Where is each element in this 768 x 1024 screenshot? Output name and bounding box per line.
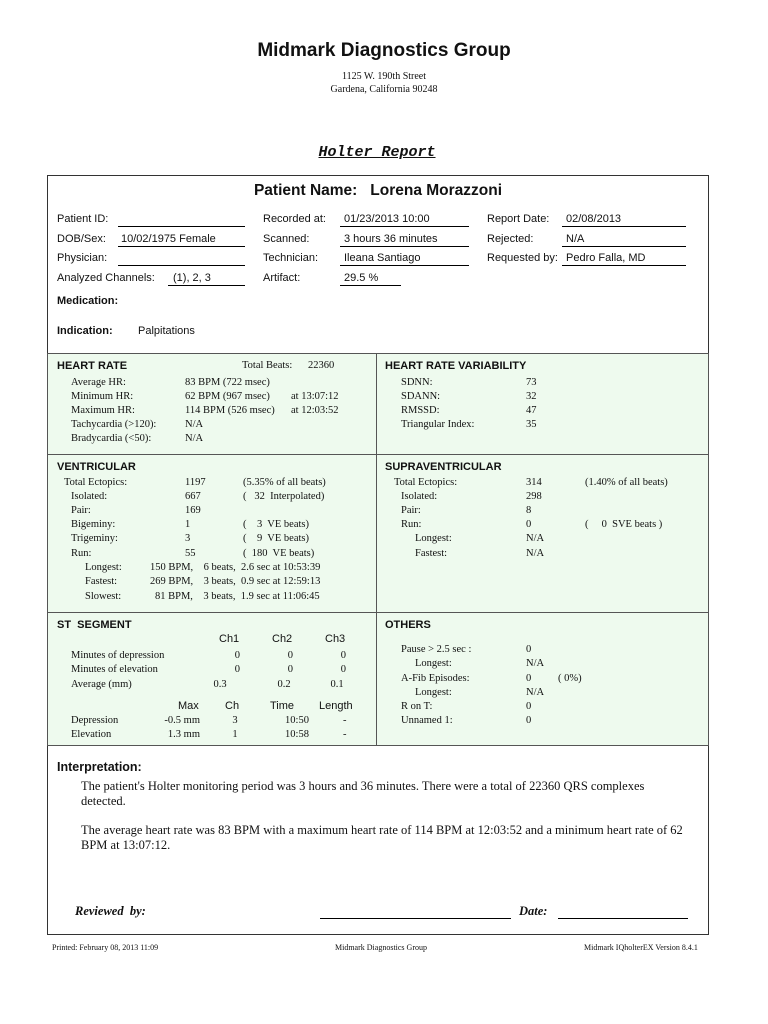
scanned-line (340, 246, 469, 247)
artifact-value: 29.5 % (344, 272, 379, 284)
others-row-note: ( 0%) (558, 673, 582, 684)
total-beats-label: Total Beats: (242, 360, 293, 371)
patient-id-label: Patient ID: (57, 213, 109, 225)
st-detail-max: -0.5 mm (164, 715, 200, 726)
st-channel-header: Ch2 (272, 633, 293, 645)
sve-row-value: 314 (526, 477, 542, 488)
reviewed-by-line[interactable] (320, 918, 511, 919)
sve-row-value: 0 (526, 519, 532, 530)
heart-rate-title: HEART RATE (57, 360, 128, 372)
others-row-label: A-Fib Episodes: (401, 673, 470, 684)
report-date-line (562, 226, 686, 227)
hrv-row-value: 35 (526, 419, 537, 430)
technician-label: Technician: (263, 252, 319, 264)
dob-line (118, 246, 245, 247)
hr-row-extra: at 12:03:52 (291, 405, 339, 416)
ve-row-note: ( 9 VE beats) (243, 533, 309, 544)
others-row-value: N/A (526, 658, 545, 669)
sve-row-note: (1.40% of all beats) (585, 477, 668, 488)
report-date-value: 02/08/2013 (566, 213, 622, 225)
reviewed-by-label: Reviewed by: (75, 904, 146, 918)
hr-row-value: 62 BPM (967 msec) (185, 391, 270, 402)
rejected-value: N/A (566, 233, 585, 245)
ve-run-label: Fastest: (85, 576, 118, 587)
footer-center: Midmark Diagnostics Group (335, 943, 427, 952)
hrv-row-value: 73 (526, 377, 537, 388)
st-row-value: 0.2 (277, 679, 291, 690)
ve-row-value: 1 (185, 519, 191, 530)
st-row-label: Minutes of depression (71, 650, 165, 661)
scanned-value: 3 hours 36 minutes (344, 233, 438, 245)
ve-row-label: Run: (71, 548, 92, 559)
st-detail-header: Max (178, 700, 199, 712)
st-detail-time: 10:50 (285, 715, 309, 726)
ve-run-label: Slowest: (85, 591, 122, 602)
st-channel-header: Ch1 (219, 633, 240, 645)
others-row-label: Pause > 2.5 sec : (401, 644, 472, 655)
st-segment-title: ST SEGMENT (57, 619, 132, 631)
sve-row-label: Isolated: (401, 491, 438, 502)
hrv-row-label: RMSSD: (401, 405, 440, 416)
st-channel-header: Ch3 (325, 633, 346, 645)
channels-line (168, 285, 245, 286)
org-address-line1: 1125 W. 190th Street (341, 71, 427, 82)
supraventricular-title: SUPRAVENTRICULAR (385, 461, 502, 473)
ve-row-value: 3 (185, 533, 191, 544)
st-row-value: 0 (340, 650, 346, 661)
dob-value: 10/02/1975 Female (121, 233, 216, 245)
st-detail-time: 10:58 (285, 729, 309, 740)
footer-printed: Printed: February 08, 2013 11:09 (52, 943, 159, 952)
ve-row-value: 667 (185, 491, 201, 502)
ve-row-value: 55 (185, 548, 196, 559)
requested-value: Pedro Falla, MD (566, 252, 646, 264)
others-row-value: 0 (526, 673, 532, 684)
sve-row-value: 298 (526, 491, 542, 502)
hr-row-value: 114 BPM (526 msec) (185, 405, 275, 416)
others-row-value: 0 (526, 644, 532, 655)
ve-row-label: Isolated: (71, 491, 108, 502)
st-row-value: 0.1 (330, 679, 344, 690)
sve-run-value: N/A (526, 533, 545, 544)
requested-line (562, 265, 686, 266)
scanned-label: Scanned: (263, 233, 310, 245)
hr-row-label: Tachycardia (>120): (71, 419, 157, 430)
physician-label: Physician: (57, 252, 108, 264)
indication-value: Palpitations (138, 325, 195, 337)
hrv-title: HEART RATE VARIABILITY (385, 360, 527, 372)
ve-row-label: Bigeminy: (71, 519, 116, 530)
hrv-row-value: 47 (526, 405, 537, 416)
indication-label: Indication: (57, 325, 113, 337)
st-detail-length: - (343, 715, 347, 726)
artifact-line (340, 285, 401, 286)
ve-row-note: ( 3 VE beats) (243, 519, 309, 530)
ve-run-value: 150 BPM, 6 beats, 2.6 sec at 10:53:39 (150, 562, 321, 573)
others-row-label: Longest: (415, 687, 452, 698)
rejected-line (562, 246, 686, 247)
recorded-value: 01/23/2013 10:00 (344, 213, 430, 225)
interpretation-paragraph: The average heart rate was 83 BPM with a maximum heart rate of 114 BPM at 12:03:52 and a minimum heart rate of 62 BPM at 13:07:12. (81, 823, 683, 852)
sve-row-note: ( 0 SVE beats ) (585, 519, 663, 530)
others-title: OTHERS (385, 619, 431, 631)
hr-row-value: 83 BPM (722 msec) (185, 377, 270, 388)
st-detail-max: 1.3 mm (167, 729, 200, 740)
st-detail-ch: 3 (232, 715, 238, 726)
sve-row-label: Run: (401, 519, 422, 530)
st-detail-header: Ch (225, 700, 240, 712)
sve-run-label: Fastest: (415, 548, 448, 559)
st-row-value: 0 (287, 664, 293, 675)
hr-row-value: N/A (185, 433, 204, 444)
date-line[interactable] (558, 918, 688, 919)
technician-value: Ileana Santiago (344, 252, 421, 264)
recorded-label: Recorded at: (263, 213, 326, 225)
ve-row-note: ( 32 Interpolated) (243, 491, 325, 502)
st-detail-header: Length (319, 700, 353, 712)
hr-row-label: Average HR: (71, 377, 126, 388)
physician-line (118, 265, 245, 266)
hr-row-label: Minimum HR: (71, 391, 134, 402)
artifact-label: Artifact: (263, 272, 301, 284)
hrv-row-label: SDANN: (401, 391, 441, 402)
sve-run-label: Longest: (415, 533, 452, 544)
ve-row-note: (5.35% of all beats) (243, 477, 326, 488)
others-row-value: N/A (526, 687, 545, 698)
hrv-row-label: SDNN: (401, 377, 433, 388)
ve-row-value: 1197 (185, 477, 206, 488)
hrv-row-value: 32 (526, 391, 537, 402)
st-row-value: 0 (287, 650, 293, 661)
medication-label: Medication: (57, 295, 119, 307)
date-label: Date: (519, 904, 548, 918)
hrv-row-label: Triangular Index: (401, 419, 475, 430)
st-detail-length: - (343, 729, 347, 740)
hr-row-label: Bradycardia (<50): (71, 433, 152, 444)
st-row-label: Average (mm) (71, 679, 132, 690)
patient-id-line (118, 226, 245, 227)
footer-version: Midmark IQholterEX Version 8.4.1 (584, 943, 698, 952)
org-address-line2: Gardena, California 90248 (330, 84, 438, 95)
recorded-line (340, 226, 469, 227)
ve-row-note: ( 180 VE beats) (243, 548, 315, 559)
interpretation-paragraph: The patient's Holter monitoring period was 3 hours and 36 minutes. There were a total of 22360 QRS complexes detected. (81, 779, 645, 808)
others-row-label: R on T: (401, 701, 433, 712)
technician-line (340, 265, 469, 266)
ve-row-label: Pair: (71, 505, 91, 516)
others-row-value: 0 (526, 715, 532, 726)
st-detail-header: Time (270, 700, 295, 712)
st-detail-ch: 1 (232, 729, 238, 740)
ve-run-value: 269 BPM, 3 beats, 0.9 sec at 12:59:13 (150, 576, 321, 587)
report-title: Holter Report (318, 144, 436, 161)
sve-row-label: Pair: (401, 505, 421, 516)
ve-row-label: Trigeminy: (71, 533, 118, 544)
st-row-value: 0 (234, 650, 240, 661)
sve-row-value: 8 (526, 505, 532, 516)
st-row-value: 0.3 (213, 679, 227, 690)
sve-row-label: Total Ectopics: (394, 477, 458, 488)
ve-row-label: Total Ectopics: (64, 477, 128, 488)
ve-row-value: 169 (185, 505, 201, 516)
channels-value: (1), 2, 3 (173, 272, 211, 284)
channels-label: Analyzed Channels: (57, 272, 155, 284)
st-row-value: 0 (340, 664, 346, 675)
interpretation-title: Interpretation: (57, 760, 142, 774)
sve-run-value: N/A (526, 548, 545, 559)
patient-name-label: Patient Name: (253, 182, 358, 199)
total-beats-value: 22360 (308, 360, 335, 371)
dob-label: DOB/Sex: (57, 233, 106, 245)
others-row-label: Unnamed 1: (401, 715, 453, 726)
st-detail-label: Depression (71, 715, 119, 726)
hr-row-label: Maximum HR: (71, 405, 135, 416)
patient-name-row (47, 182, 709, 200)
ve-run-label: Longest: (85, 562, 122, 573)
rejected-label: Rejected: (487, 233, 534, 245)
report-date-label: Report Date: (487, 213, 550, 225)
patient-name: Lorena Morazzoni (370, 182, 503, 199)
st-detail-label: Elevation (71, 729, 112, 740)
org-name: Midmark Diagnostics Group (257, 40, 511, 61)
st-row-label: Minutes of elevation (71, 664, 158, 675)
others-row-value: 0 (526, 701, 532, 712)
requested-label: Requested by: (487, 252, 558, 264)
hr-row-value: N/A (185, 419, 204, 430)
ve-run-value: 81 BPM, 3 beats, 1.9 sec at 11:06:45 (155, 591, 320, 602)
hr-row-extra: at 13:07:12 (291, 391, 339, 402)
others-row-label: Longest: (415, 658, 452, 669)
ventricular-title: VENTRICULAR (57, 461, 136, 473)
st-row-value: 0 (234, 664, 240, 675)
